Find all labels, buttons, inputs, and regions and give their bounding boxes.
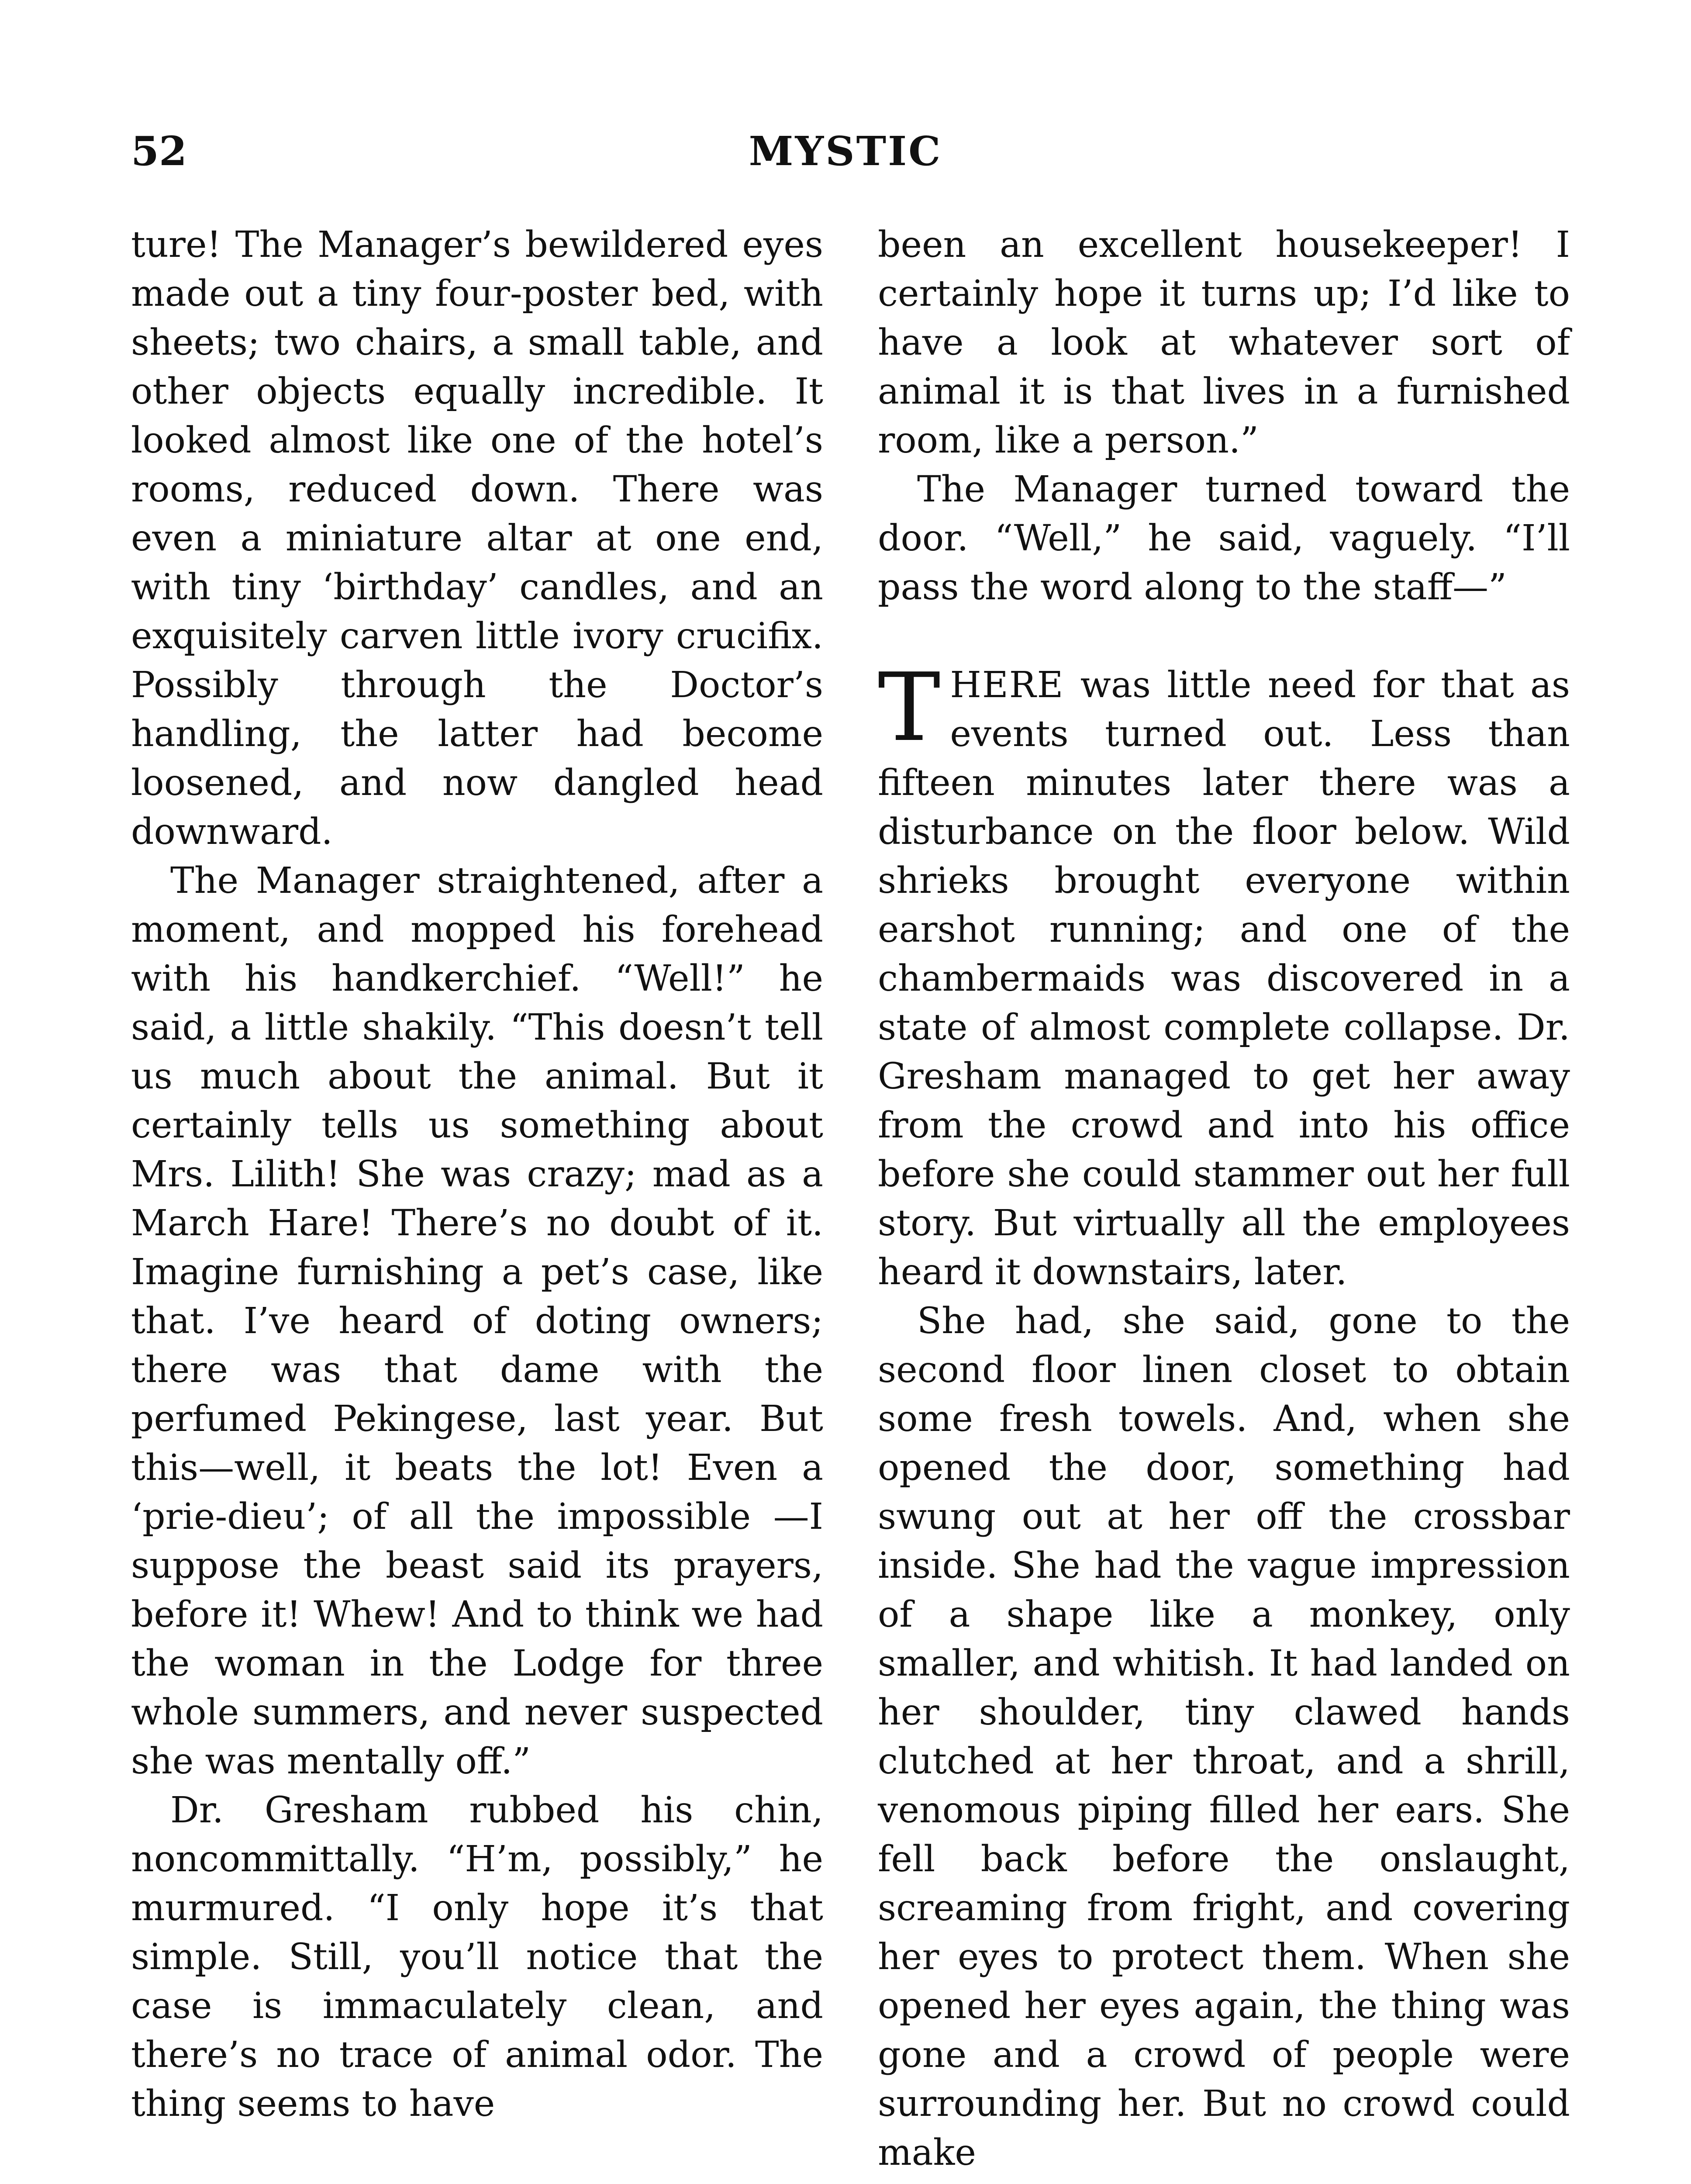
dropcap-paragraph bbox=[878, 653, 1570, 1297]
running-title: MYSTIC bbox=[749, 128, 942, 175]
dropcap-paragraph-text: was little need for that as events turned out. Less than fifteen minutes later there was a disturbance on the floor below. Wild shrieks brought everyone within earshot running; and one of the chambermaids was discovered in a state of almost complete collapse. Dr. Gresham managed to get her away from the crowd and into his office before she could stammer out her full story. But virtually all the employees heard it downstairs, later. bbox=[878, 664, 1570, 1293]
page-number: 52 bbox=[131, 128, 187, 175]
paragraph: The Manager turned toward the door. “Well,” he said, vaguely. “I’ll pass the word along to the staff—” bbox=[878, 469, 1570, 608]
paragraph: The Manager straightened, after a moment, and mopped his forehead with his handkerchief. “Well!” he said, a little shakily. “This doesn’t tell us much about the animal. But it certainly tells us something about Mrs. Lilith! She was crazy; mad as a March Hare! There’s no doubt of it. Imagine furnishing a pet’s case, like that. I’ve heard of doting owners; there was that dame with the perfumed Pekingese, last year. But this—well, it beats the lot! Even a ‘prie-dieu’; of all the impossible —I suppose the beast said its prayers, before it! Whew! And to think we had the woman in the Lodge for three whole summers, and never suspected she was mentally off.” bbox=[131, 860, 823, 1782]
drop-cap: T bbox=[878, 653, 941, 762]
paragraph: ture! The Manager’s bewildered eyes made out a tiny four-poster bed, with sheets; two chairs, a small table, and other objects equally incredible. It looked almost like one of the hotel’s rooms, reduced down. There was even a miniature altar at one end, with tiny ‘birthday’ candles, and an exquisitely carven little ivory crucifix. Possibly through the Doctor’s handling, the latter had become loosened, and now dangled head downward. bbox=[131, 224, 823, 853]
paragraph: She had, she said, gone to the second floor linen closet to obtain some fresh towels. And, when she opened the door, something had swung out at her off the crossbar inside. She had the vague impression of a shape like a monkey, only smaller, and whitish. It had landed on her shoulder, tiny clawed hands clutched at her throat, and a shrill, venomous piping filled her ears. She fell back before the onslaught, screaming from fright, and covering her eyes to protect them. When she opened her eyes again, the thing was gone and a crowd of people were surrounding her. But no crowd could make bbox=[878, 1300, 1570, 2174]
paragraph: been an excellent housekeeper! I certainly hope it turns up; I’d like to have a look at whatever sort of animal it is that lives in a furnished room, like a person.” bbox=[878, 224, 1570, 461]
paragraph: Dr. Gresham rubbed his chin, noncommittally. “H’m, possibly,” he murmured. “I only hope it’s that simple. Still, you’ll notice that the case is immaculately clean, and there’s no trace of animal odor. The thing seems to have bbox=[131, 1790, 823, 2125]
right-column bbox=[878, 221, 1570, 2177]
section-break bbox=[878, 612, 1570, 661]
small-caps-opening: HERE bbox=[950, 664, 1064, 706]
left-column bbox=[131, 221, 823, 2129]
